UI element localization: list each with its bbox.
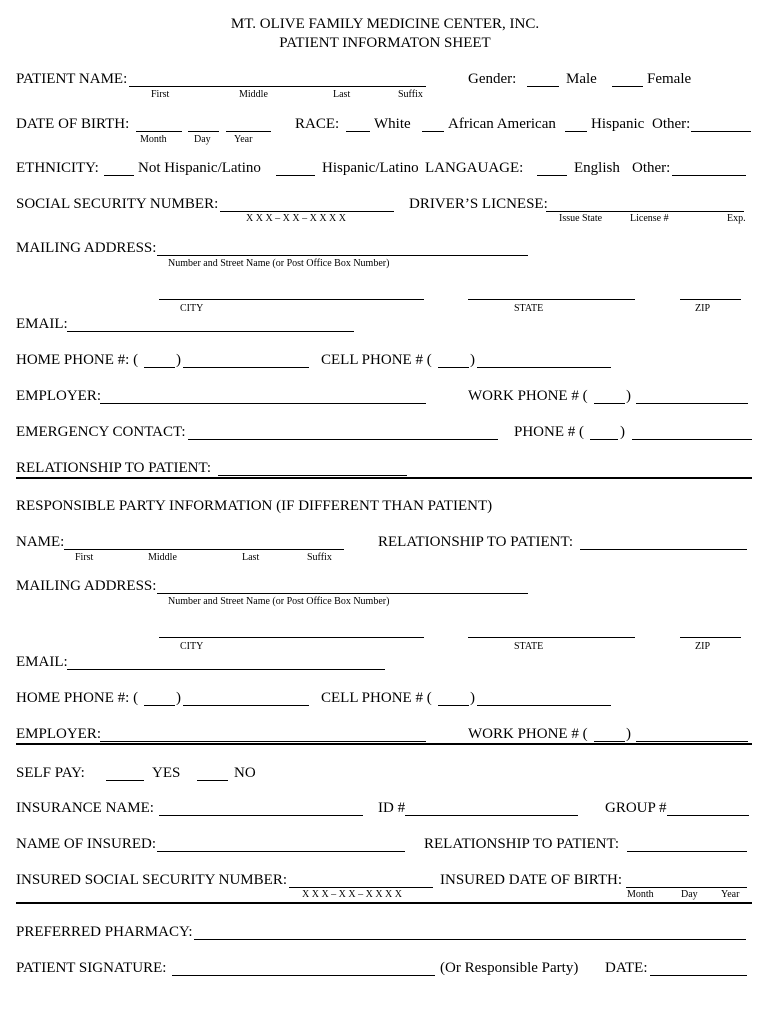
lang-other-field[interactable] (672, 175, 746, 176)
insured-ssn-field[interactable] (289, 887, 433, 888)
resp-name-field[interactable] (64, 549, 344, 550)
resp-mailing-label: MAILING ADDRESS: (16, 578, 157, 594)
zip-label: ZIP (695, 303, 710, 314)
dl-sub-state: Issue State (559, 213, 603, 224)
resp-name-label: NAME: (16, 534, 65, 550)
relationship-label: RELATIONSHIP TO PATIENT: (16, 460, 212, 476)
lang-english-label: English (574, 160, 620, 176)
race-white-field[interactable] (346, 131, 370, 132)
resp-relationship-field[interactable] (580, 549, 747, 550)
race-hispanic-field[interactable] (565, 131, 587, 132)
mailing-street-field[interactable] (157, 255, 528, 256)
ins-name-field[interactable] (159, 815, 363, 816)
insured-dob-sub-year: Year (721, 889, 740, 900)
form-subtitle: PATIENT INFORMATON SHEET (279, 35, 491, 51)
resp-city-label: CITY (180, 641, 204, 652)
work-area-field[interactable] (594, 403, 625, 404)
dob-sub-month: Month (140, 134, 167, 145)
emergency-area-field[interactable] (590, 439, 618, 440)
work-phone-field[interactable] (636, 403, 748, 404)
emergency-paren: ) (620, 424, 625, 440)
ssn-field[interactable] (220, 211, 394, 212)
race-african-field[interactable] (422, 131, 444, 132)
relationship-field[interactable] (218, 475, 407, 476)
resp-mailing-field[interactable] (157, 593, 528, 594)
dob-sub-day: Day (194, 134, 211, 145)
dl-sub-exp: Exp. (727, 213, 746, 224)
patient-name-field[interactable] (129, 86, 426, 87)
gender-female-label: Female (647, 71, 692, 87)
pharmacy-label: PREFERRED PHARMACY: (16, 924, 193, 940)
resp-cell-phone-field[interactable] (477, 705, 611, 706)
insured-ssn-label: INSURED SOCIAL SECURITY NUMBER: (16, 872, 287, 888)
resp-cell-phone-label: CELL PHONE # ( (321, 690, 432, 706)
or-responsible-label: (Or Responsible Party) (440, 960, 579, 976)
self-pay-yes-field[interactable] (106, 780, 144, 781)
form-title: MT. OLIVE FAMILY MEDICINE CENTER, INC. (230, 16, 540, 32)
home-area-field[interactable] (144, 367, 175, 368)
email-label: EMAIL: (16, 316, 68, 332)
insured-ssn-mask: X X X – X X – X X X X (302, 889, 402, 900)
ssn-mask: X X X – X X – X X X X (246, 213, 346, 224)
resp-home-paren: ) (176, 690, 181, 706)
insured-dob-sub-day: Day (681, 889, 698, 900)
race-other-label: Other: (652, 116, 691, 132)
resp-home-area-field[interactable] (144, 705, 175, 706)
resp-email-field[interactable] (67, 669, 385, 670)
resp-zip-field[interactable] (680, 637, 741, 638)
responsible-heading: RESPONSIBLE PARTY INFORMATION (IF DIFFERENT THAN PATIENT) (16, 498, 493, 514)
insured-dob-sub-month: Month (627, 889, 654, 900)
emergency-phone-label: PHONE # ( (514, 424, 584, 440)
insured-name-field[interactable] (157, 851, 405, 852)
employer-field[interactable] (100, 403, 426, 404)
lang-other-label: Other: (632, 160, 671, 176)
race-african-label: African American (448, 116, 556, 132)
resp-state-field[interactable] (468, 637, 635, 638)
emergency-field[interactable] (188, 439, 498, 440)
ins-group-field[interactable] (667, 815, 749, 816)
eth-not-label: Not Hispanic/Latino (138, 160, 261, 176)
self-pay-label: SELF PAY: (16, 765, 85, 781)
ethnicity-label: ETHNICITY: (16, 160, 99, 176)
name-sub-last: Last (333, 89, 351, 100)
resp-city-field[interactable] (159, 637, 424, 638)
resp-state-label: STATE (514, 641, 544, 652)
resp-employer-field[interactable] (100, 741, 426, 742)
eth-not-field[interactable] (104, 175, 134, 176)
language-label: LANGAUAGE: (425, 160, 524, 176)
dob-month-field[interactable] (136, 131, 182, 132)
insured-dob-field[interactable] (626, 887, 747, 888)
ins-name-label: INSURANCE NAME: (16, 800, 154, 816)
zip-field[interactable] (680, 299, 741, 300)
signature-field[interactable] (172, 975, 435, 976)
resp-sub-middle: Middle (148, 552, 177, 563)
name-sub-middle: Middle (239, 89, 268, 100)
resp-work-paren: ) (626, 726, 631, 742)
state-label: STATE (514, 303, 544, 314)
eth-his-label: Hispanic/Latino (322, 160, 419, 176)
cell-paren: ) (470, 352, 475, 368)
race-other-field[interactable] (691, 131, 751, 132)
ssn-label: SOCIAL SECURITY NUMBER: (16, 196, 219, 212)
work-paren: ) (626, 388, 631, 404)
race-label: RACE: (295, 116, 340, 132)
pharmacy-field[interactable] (194, 939, 746, 940)
emergency-label: EMERGENCY CONTACT: (16, 424, 186, 440)
email-field[interactable] (67, 331, 354, 332)
resp-email-label: EMAIL: (16, 654, 68, 670)
resp-zip-label: ZIP (695, 641, 710, 652)
eth-his-field[interactable] (276, 175, 315, 176)
resp-home-phone-label: HOME PHONE #: ( (16, 690, 139, 706)
insured-relationship-field[interactable] (627, 851, 747, 852)
resp-sub-last: Last (242, 552, 260, 563)
resp-work-phone-field[interactable] (636, 741, 748, 742)
dob-label: DATE OF BIRTH: (16, 116, 130, 132)
insured-name-label: NAME OF INSURED: (16, 836, 157, 852)
gender-male-field[interactable] (527, 86, 559, 87)
state-field[interactable] (468, 299, 635, 300)
resp-sub-suffix: Suffix (307, 552, 332, 563)
resp-cell-area-field[interactable] (438, 705, 469, 706)
mailing-sub: Number and Street Name (or Post Office Box Number) (168, 258, 390, 269)
cell-phone-field[interactable] (477, 367, 611, 368)
mailing-label: MAILING ADDRESS: (16, 240, 157, 256)
patient-name-label: PATIENT NAME: (16, 71, 128, 87)
home-paren: ) (176, 352, 181, 368)
gender-male-label: Male (566, 71, 597, 87)
section-divider-2 (16, 743, 752, 745)
employer-label: EMPLOYER: (16, 388, 102, 404)
name-sub-first: First (151, 89, 170, 100)
resp-sub-first: First (75, 552, 94, 563)
dob-sub-year: Year (234, 134, 253, 145)
dob-year-field[interactable] (226, 131, 271, 132)
name-sub-suffix: Suffix (398, 89, 423, 100)
resp-work-phone-label: WORK PHONE # ( (468, 726, 588, 742)
city-field[interactable] (159, 299, 424, 300)
resp-employer-label: EMPLOYER: (16, 726, 102, 742)
ins-id-field[interactable] (405, 815, 578, 816)
race-white-label: White (374, 116, 411, 132)
race-hispanic-label: Hispanic (591, 116, 645, 132)
date-field[interactable] (650, 975, 747, 976)
work-phone-label: WORK PHONE # ( (468, 388, 588, 404)
dob-day-field[interactable] (188, 131, 219, 132)
resp-relationship-label: RELATIONSHIP TO PATIENT: (378, 534, 574, 550)
gender-label: Gender: (468, 71, 517, 87)
self-pay-yes-label: YES (152, 765, 181, 781)
resp-mailing-sub: Number and Street Name (or Post Office Box Number) (168, 596, 390, 607)
dl-label: DRIVER’S LICNESE: (409, 196, 548, 212)
emergency-phone-field[interactable] (632, 439, 752, 440)
city-label: CITY (180, 303, 204, 314)
self-pay-no-field[interactable] (197, 780, 228, 781)
lang-english-field[interactable] (537, 175, 567, 176)
cell-phone-label: CELL PHONE # ( (321, 352, 432, 368)
gender-female-field[interactable] (612, 86, 643, 87)
insured-relationship-label: RELATIONSHIP TO PATIENT: (424, 836, 620, 852)
date-label: DATE: (605, 960, 648, 976)
section-divider-3 (16, 902, 752, 904)
insured-dob-label: INSURED DATE OF BIRTH: (440, 872, 623, 888)
signature-label: PATIENT SIGNATURE: (16, 960, 167, 976)
ins-id-label: ID # (378, 800, 406, 816)
home-phone-field[interactable] (183, 367, 309, 368)
resp-home-phone-field[interactable] (183, 705, 309, 706)
section-divider-1 (16, 477, 752, 479)
dl-sub-license: License # (630, 213, 669, 224)
self-pay-no-label: NO (234, 765, 256, 781)
resp-cell-paren: ) (470, 690, 475, 706)
home-phone-label: HOME PHONE #: ( (16, 352, 139, 368)
dl-field[interactable] (546, 211, 744, 212)
cell-area-field[interactable] (438, 367, 469, 368)
resp-work-area-field[interactable] (594, 741, 625, 742)
ins-group-label: GROUP # (605, 800, 667, 816)
